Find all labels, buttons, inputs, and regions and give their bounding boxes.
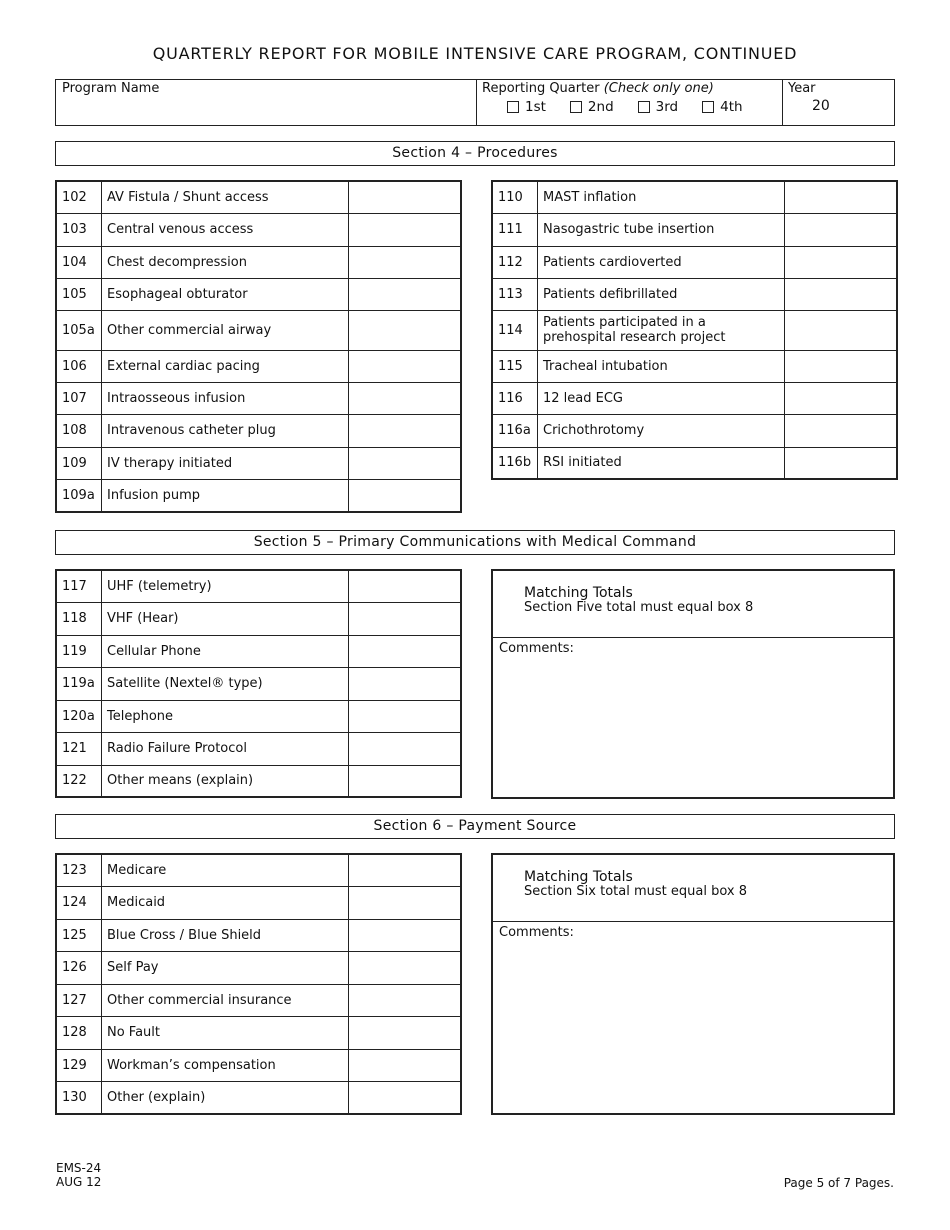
quarter-checkbox[interactable]: [702, 101, 714, 113]
count-input-cell[interactable]: [349, 886, 462, 919]
section5-matching-title: Matching Totals: [524, 585, 633, 601]
row-label: Other (explain): [102, 1081, 349, 1114]
count-input-cell[interactable]: [349, 765, 462, 797]
table-row: [492, 246, 897, 278]
count-input-cell[interactable]: [349, 479, 462, 512]
row-number: 109a: [56, 479, 102, 512]
row-label: UHF (telemetry): [102, 570, 349, 602]
table-row: [56, 667, 461, 700]
section6-matching-box: [491, 853, 895, 1115]
page-number: Page 5 of 7 Pages.: [783, 1176, 894, 1190]
table-row: [492, 213, 897, 246]
reporting-quarter-field: [477, 80, 783, 125]
table-row: [492, 278, 897, 310]
count-input-cell[interactable]: [349, 635, 462, 667]
row-label: 12 lead ECG: [538, 382, 785, 414]
count-input-cell[interactable]: [349, 1016, 462, 1049]
row-number: 107: [56, 382, 102, 414]
row-number: 105a: [56, 310, 102, 350]
reporting-quarter-note: (Check only one): [603, 81, 714, 96]
section5-table: [55, 569, 462, 798]
table-row: [56, 919, 461, 951]
count-input-cell[interactable]: [349, 1081, 462, 1114]
row-label: Chest decompression: [102, 246, 349, 278]
count-input-cell[interactable]: [349, 310, 462, 350]
table-row: [56, 854, 461, 886]
row-label: Patients defibrillated: [538, 278, 785, 310]
section6-title: Section 6 – Payment Source: [55, 814, 895, 839]
count-input-cell[interactable]: [349, 700, 462, 732]
count-input-cell[interactable]: [785, 382, 898, 414]
section6-matching-totals: [493, 855, 893, 922]
row-label: Crichothrotomy: [538, 414, 785, 447]
row-label: Blue Cross / Blue Shield: [102, 919, 349, 951]
row-number: 119: [56, 635, 102, 667]
quarter-checkbox[interactable]: [570, 101, 582, 113]
row-number: 115: [492, 350, 538, 382]
row-label: Patients participated in a prehospital research project: [538, 310, 785, 350]
table-row: [56, 1016, 461, 1049]
quarter-label: 1st: [525, 99, 546, 115]
row-label: Telephone: [102, 700, 349, 732]
table-row: [56, 278, 461, 310]
year-label: Year: [788, 81, 816, 96]
table-row: [56, 732, 461, 765]
count-input-cell[interactable]: [349, 213, 462, 246]
section6-comments-label: Comments:: [499, 925, 574, 940]
count-input-cell[interactable]: [349, 382, 462, 414]
row-number: 104: [56, 246, 102, 278]
section5-comments-label: Comments:: [499, 641, 574, 656]
count-input-cell[interactable]: [785, 181, 898, 213]
row-label: External cardiac pacing: [102, 350, 349, 382]
form-date: AUG 12: [56, 1175, 102, 1189]
row-number: 122: [56, 765, 102, 797]
row-number: 118: [56, 602, 102, 635]
table-row: [56, 310, 461, 350]
table-row: [56, 414, 461, 447]
section5-matching-note: Section Five total must equal box 8: [524, 600, 754, 615]
quarter-option-3[interactable]: [638, 99, 678, 115]
row-label: Esophageal obturator: [102, 278, 349, 310]
quarter-option-2[interactable]: [570, 99, 614, 115]
table-row: [56, 765, 461, 797]
count-input-cell[interactable]: [349, 854, 462, 886]
count-input-cell[interactable]: [349, 181, 462, 213]
count-input-cell[interactable]: [349, 570, 462, 602]
table-row: [492, 447, 897, 479]
count-input-cell[interactable]: [349, 350, 462, 382]
table-row: [56, 479, 461, 512]
row-label: Radio Failure Protocol: [102, 732, 349, 765]
reporting-quarter-label: Reporting Quarter: [482, 81, 600, 96]
row-number: 125: [56, 919, 102, 951]
row-label: Tracheal intubation: [538, 350, 785, 382]
header-box: [55, 79, 895, 126]
row-number: 113: [492, 278, 538, 310]
count-input-cell[interactable]: [785, 447, 898, 479]
form-id: EMS-24: [56, 1161, 102, 1175]
year-prefix: 20: [812, 98, 830, 114]
count-input-cell[interactable]: [349, 984, 462, 1016]
table-row: [56, 635, 461, 667]
table-row: [56, 570, 461, 602]
row-label: Self Pay: [102, 951, 349, 984]
quarter-checkbox[interactable]: [638, 101, 650, 113]
row-number: 116: [492, 382, 538, 414]
count-input-cell[interactable]: [349, 667, 462, 700]
count-input-cell[interactable]: [349, 919, 462, 951]
row-label: AV Fistula / Shunt access: [102, 181, 349, 213]
row-label: RSI initiated: [538, 447, 785, 479]
row-number: 119a: [56, 667, 102, 700]
row-number: 111: [492, 213, 538, 246]
program-name-label: Program Name: [62, 81, 160, 96]
row-number: 112: [492, 246, 538, 278]
row-label: VHF (Hear): [102, 602, 349, 635]
table-row: [492, 181, 897, 213]
row-label: Satellite (Nextel® type): [102, 667, 349, 700]
count-input-cell[interactable]: [785, 278, 898, 310]
table-row: [56, 1081, 461, 1114]
row-number: 121: [56, 732, 102, 765]
row-number: 130: [56, 1081, 102, 1114]
row-label: Nasogastric tube insertion: [538, 213, 785, 246]
count-input-cell[interactable]: [349, 246, 462, 278]
table-row: [56, 1049, 461, 1081]
table-row: [56, 213, 461, 246]
section5-matching-box: [491, 569, 895, 799]
count-input-cell[interactable]: [349, 447, 462, 479]
year-field[interactable]: [783, 80, 894, 125]
section4-right-table: [491, 180, 898, 480]
section5-matching-totals: [493, 571, 893, 638]
row-label: Cellular Phone: [102, 635, 349, 667]
row-label: Patients cardioverted: [538, 246, 785, 278]
section4-left-table: [55, 180, 462, 513]
row-label: Other means (explain): [102, 765, 349, 797]
table-row: [492, 350, 897, 382]
form-id-block: [56, 1161, 101, 1189]
count-input-cell[interactable]: [349, 951, 462, 984]
count-input-cell[interactable]: [349, 278, 462, 310]
row-label: Intravenous catheter plug: [102, 414, 349, 447]
section6-table: [55, 853, 462, 1115]
row-number: 123: [56, 854, 102, 886]
table-row: [56, 350, 461, 382]
table-row: [56, 984, 461, 1016]
count-input-cell[interactable]: [349, 602, 462, 635]
row-label: Other commercial airway: [102, 310, 349, 350]
row-number: 127: [56, 984, 102, 1016]
row-label: Other commercial insurance: [102, 984, 349, 1016]
row-number: 126: [56, 951, 102, 984]
row-number: 117: [56, 570, 102, 602]
table-row: [492, 310, 897, 350]
quarter-label: 3rd: [655, 99, 679, 115]
row-number: 128: [56, 1016, 102, 1049]
count-input-cell[interactable]: [349, 414, 462, 447]
quarter-checkbox[interactable]: [507, 101, 519, 113]
table-row: [56, 382, 461, 414]
table-row: [56, 181, 461, 213]
row-number: 124: [56, 886, 102, 919]
row-label: Medicare: [102, 854, 349, 886]
count-input-cell[interactable]: [785, 414, 898, 447]
row-number: 103: [56, 213, 102, 246]
row-number: 106: [56, 350, 102, 382]
table-row: [56, 246, 461, 278]
page-title: QUARTERLY REPORT FOR MOBILE INTENSIVE CARE PROGRAM, CONTINUED: [152, 44, 798, 63]
row-label: Central venous access: [102, 213, 349, 246]
row-number: 105: [56, 278, 102, 310]
count-input-cell[interactable]: [785, 213, 898, 246]
section5-title: Section 5 – Primary Communications with Medical Command: [55, 530, 895, 555]
table-row: [56, 447, 461, 479]
row-number: 129: [56, 1049, 102, 1081]
count-input-cell[interactable]: [349, 732, 462, 765]
quarter-option-1[interactable]: [507, 99, 546, 115]
section6-matching-note: Section Six total must equal box 8: [524, 884, 747, 899]
table-row: [56, 951, 461, 984]
row-label: Workman’s compensation: [102, 1049, 349, 1081]
section6-matching-title: Matching Totals: [524, 869, 633, 885]
table-row: [56, 602, 461, 635]
row-number: 109: [56, 447, 102, 479]
count-input-cell[interactable]: [785, 350, 898, 382]
row-label: IV therapy initiated: [102, 447, 349, 479]
row-label: MAST inflation: [538, 181, 785, 213]
section4-title: Section 4 – Procedures: [55, 141, 895, 166]
table-row: [492, 382, 897, 414]
program-name-field[interactable]: [56, 80, 477, 125]
row-number: 114: [492, 310, 538, 350]
row-label: Infusion pump: [102, 479, 349, 512]
quarter-label: 4th: [720, 99, 743, 115]
quarter-option-4[interactable]: [702, 99, 742, 115]
row-number: 108: [56, 414, 102, 447]
count-input-cell[interactable]: [349, 1049, 462, 1081]
row-label: Medicaid: [102, 886, 349, 919]
quarter-label: 2nd: [587, 99, 614, 115]
table-row: [56, 700, 461, 732]
row-number: 102: [56, 181, 102, 213]
table-row: [492, 414, 897, 447]
count-input-cell[interactable]: [785, 246, 898, 278]
row-label: No Fault: [102, 1016, 349, 1049]
row-number: 110: [492, 181, 538, 213]
count-input-cell[interactable]: [785, 310, 898, 350]
row-number: 120a: [56, 700, 102, 732]
row-label: Intraosseous infusion: [102, 382, 349, 414]
row-number: 116a: [492, 414, 538, 447]
row-number: 116b: [492, 447, 538, 479]
table-row: [56, 886, 461, 919]
